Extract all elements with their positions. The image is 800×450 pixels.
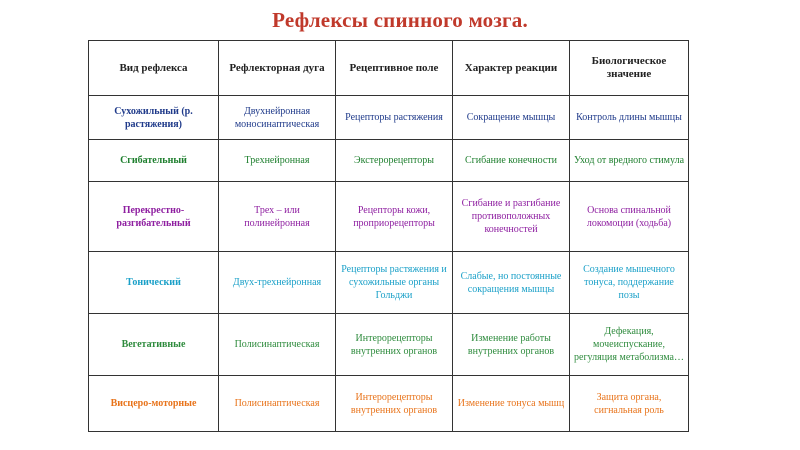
header-receptive-field: Рецептивное поле (336, 41, 453, 96)
table-header-row (89, 41, 689, 96)
receptive-field: Интерорецепторы внутренних органов (336, 314, 453, 376)
reflex-name: Вегетативные (89, 314, 219, 376)
biological-role: Создание мышечного тонуса, поддержание позы (570, 252, 689, 314)
reaction: Сокращение мышцы (453, 96, 570, 140)
receptive-field: Рецепторы растяжения (336, 96, 453, 140)
reflex-arc: Двух-трехнейронная (219, 252, 336, 314)
reflex-name: Висцеро-моторные (89, 376, 219, 432)
reaction: Слабые, но постоянные сокращения мышцы (453, 252, 570, 314)
reaction: Сгибание и разгибание противоположных конечностей (453, 182, 570, 252)
reflex-arc: Трех – или полинейронная (219, 182, 336, 252)
reflex-arc: Полисинаптическая (219, 314, 336, 376)
biological-role: Дефекация, мочеиспускание, регуляция метаболизма… (570, 314, 689, 376)
reflex-arc: Трехнейронная (219, 140, 336, 182)
table-row (89, 252, 689, 314)
receptive-field: Рецепторы растяжения и сухожильные органы Гольджи (336, 252, 453, 314)
biological-role: Защита органа, сигнальная роль (570, 376, 689, 432)
table-row (89, 182, 689, 252)
header-reaction: Характер реакции (453, 41, 570, 96)
table-row (89, 376, 689, 432)
table-row (89, 96, 689, 140)
receptive-field: Рецепторы кожи, проприорецепторы (336, 182, 453, 252)
biological-role: Основа спинальной локомоции (ходьба) (570, 182, 689, 252)
reflex-name: Сухожильный (р. растяжения) (89, 96, 219, 140)
table-row (89, 314, 689, 376)
reflex-name: Сгибательный (89, 140, 219, 182)
receptive-field: Экстерорецепторы (336, 140, 453, 182)
table-row (89, 140, 689, 182)
reflex-arc: Полисинаптическая (219, 376, 336, 432)
biological-role: Контроль длины мышцы (570, 96, 689, 140)
page-title: Рефлексы спинного мозга. (272, 8, 528, 32)
reflex-arc: Двухнейронная моносинаптическая (219, 96, 336, 140)
reaction: Изменение работы внутренних органов (453, 314, 570, 376)
biological-role: Уход от вредного стимула (570, 140, 689, 182)
header-reflex-arc: Рефлекторная дуга (219, 41, 336, 96)
reflex-table (88, 40, 689, 432)
header-reflex-type: Вид рефлекса (89, 41, 219, 96)
receptive-field: Интерорецепторы внутренних органов (336, 376, 453, 432)
reaction: Изменение тонуса мышц (453, 376, 570, 432)
reaction: Сгибание конечности (453, 140, 570, 182)
reflex-name: Тонический (89, 252, 219, 314)
reflex-name: Перекрестно-разгибательный (89, 182, 219, 252)
header-biological-role: Биологическое значение (570, 41, 689, 96)
